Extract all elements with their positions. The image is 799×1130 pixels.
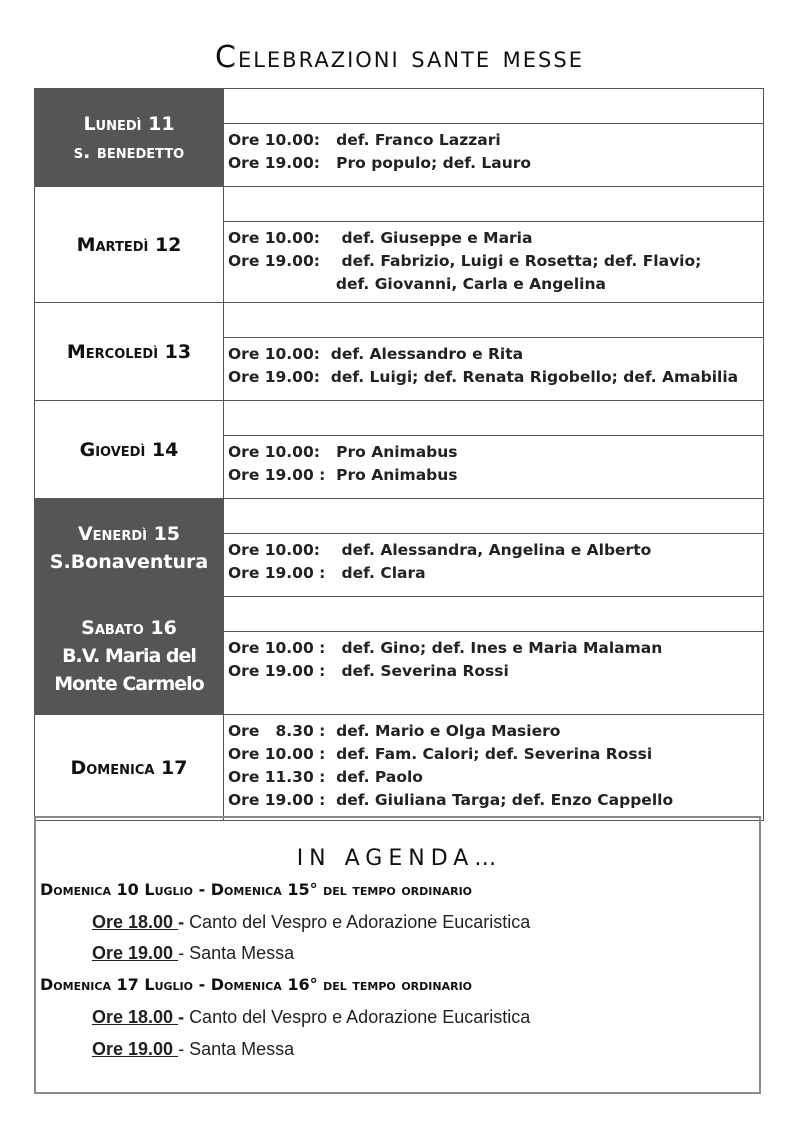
day-label: Domenica 17: [70, 756, 188, 779]
agenda-item-separator: -: [178, 912, 190, 932]
day-cell-sunday: [35, 715, 224, 821]
mass-line: Ore 8.30 : def. Mario e Olga Masiero: [228, 722, 561, 740]
day-label: Giovedì 14: [79, 438, 179, 461]
mass-line: Ore 10.00: def. Alessandra, Angelina e Alberto: [228, 541, 652, 559]
day-saint-line2: Monte Carmelo: [54, 672, 204, 695]
agenda-item: [92, 943, 294, 964]
mass-line: Ore 10.00: Pro Animabus: [228, 443, 458, 461]
blank-cell: [224, 597, 764, 632]
agenda-item: [92, 1007, 530, 1028]
blank-cell: [224, 499, 764, 534]
blank-cell: [224, 303, 764, 338]
agenda-item: [92, 912, 530, 933]
blank-cell: [224, 401, 764, 436]
day-label: Mercoledì 13: [66, 340, 192, 363]
mass-line: Ore 19.00 : def. Severina Rossi: [228, 662, 509, 680]
day-cell-monday: [35, 89, 224, 187]
masses-cell-thursday: [224, 436, 764, 499]
day-saint: S.Bonaventura: [49, 550, 209, 573]
day-label: Lunedì 11: [83, 112, 175, 135]
agenda-item-text: Canto del Vespro e Adorazione Eucaristica: [189, 912, 531, 932]
blank-cell: [224, 187, 764, 222]
agenda-item-time: Ore 19.00: [92, 943, 179, 963]
mass-line: Ore 19.00 : def. Clara: [228, 564, 426, 582]
agenda-item-time: Ore 18.00: [92, 912, 179, 932]
masses-cell-friday: [224, 534, 764, 597]
agenda-box: [34, 816, 761, 1094]
agenda-title: IN AGENDA…: [296, 846, 503, 871]
masses-cell-wednesday: [224, 338, 764, 401]
day-cell-friday: [35, 499, 224, 597]
masses-cell-tuesday: [224, 222, 764, 303]
blank-cell: [224, 89, 764, 124]
agenda-item-time: Ore 18.00: [92, 1007, 179, 1027]
mass-line: Ore 19.00 : def. Giuliana Targa; def. Enzo Cappello: [228, 791, 674, 809]
masses-cell-monday: [224, 124, 764, 187]
mass-line: Ore 19.00 : Pro Animabus: [228, 466, 458, 484]
mass-line: Ore 10.00: def. Giuseppe e Maria: [228, 229, 533, 247]
mass-line: Ore 10.00 : def. Fam. Calori; def. Severina Rossi: [228, 745, 653, 763]
mass-line: Ore 10.00: def. Alessandro e Rita: [228, 345, 524, 363]
agenda-heading: Domenica 10 Luglio - Domenica 15° del tempo ordinario: [40, 880, 473, 899]
mass-line: Ore 19.00: Pro populo; def. Lauro: [228, 154, 532, 172]
mass-line: Ore 19.00: def. Fabrizio, Luigi e Rosetta; def. Flavio;: [228, 252, 702, 270]
mass-line: Ore 10.00: def. Franco Lazzari: [228, 131, 501, 149]
mass-schedule-table: [34, 88, 764, 821]
agenda-item-text: Canto del Vespro e Adorazione Eucaristica: [189, 1007, 531, 1027]
day-saint: s. benedetto: [73, 140, 185, 163]
day-cell-thursday: [35, 401, 224, 499]
mass-line: Ore 10.00 : def. Gino; def. Ines e Maria Malaman: [228, 639, 663, 657]
agenda-heading: Domenica 17 Luglio - Domenica 16° del tempo ordinario: [40, 975, 473, 994]
day-cell-tuesday: [35, 187, 224, 303]
agenda-item: [92, 1039, 294, 1060]
agenda-item-text: Santa Messa: [189, 1039, 295, 1059]
agenda-item-separator: -: [178, 943, 190, 963]
day-label: Venerdì 15: [77, 522, 181, 545]
day-label: Sabato 16: [81, 616, 177, 639]
mass-line: Ore 19.00: def. Luigi; def. Renata Rigobello; def. Amabilia: [228, 368, 739, 386]
masses-cell-saturday: [224, 632, 764, 715]
day-cell-saturday: [35, 597, 224, 715]
agenda-item-time: Ore 19.00: [92, 1039, 179, 1059]
agenda-item-text: Santa Messa: [189, 943, 295, 963]
agenda-item-separator: -: [178, 1007, 190, 1027]
day-label: Martedì 12: [76, 233, 182, 256]
day-cell-wednesday: [35, 303, 224, 401]
day-saint: B.V. Maria del: [62, 644, 196, 667]
agenda-item-separator: -: [178, 1039, 190, 1059]
page-title: Celebrazioni sante messe: [215, 40, 584, 75]
masses-cell-sunday: [224, 715, 764, 821]
mass-line: def. Giovanni, Carla e Angelina: [228, 275, 606, 293]
mass-line: Ore 11.30 : def. Paolo: [228, 768, 423, 786]
schedule-row-monday-blank: [35, 89, 764, 124]
